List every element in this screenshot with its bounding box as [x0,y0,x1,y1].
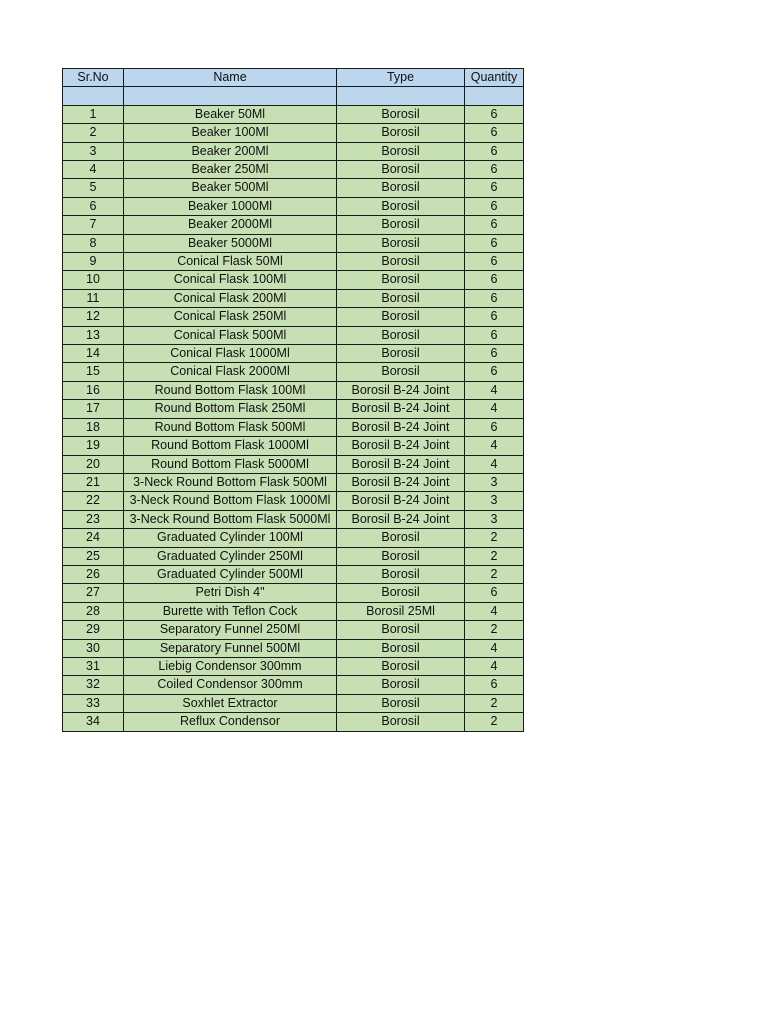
cell-quantity[interactable]: 6 [465,345,524,363]
cell-quantity[interactable]: 4 [465,381,524,399]
cell-type[interactable]: Borosil [337,326,465,344]
cell-type[interactable]: Borosil B-24 Joint [337,418,465,436]
cell-srno[interactable]: 13 [63,326,124,344]
cell-srno[interactable]: 17 [63,400,124,418]
cell-srno[interactable]: 31 [63,657,124,675]
cell-quantity[interactable]: 6 [465,363,524,381]
cell-srno[interactable]: 15 [63,363,124,381]
cell-srno[interactable]: 2 [63,124,124,142]
cell-name[interactable]: Graduated Cylinder 250Ml [124,547,337,565]
table-row [63,418,524,436]
cell-quantity[interactable]: 2 [465,713,524,731]
cell-quantity[interactable]: 4 [465,602,524,620]
cell-srno[interactable]: 19 [63,437,124,455]
cell-srno[interactable]: 6 [63,197,124,215]
cell-type[interactable]: Borosil [337,529,465,547]
table-row [63,639,524,657]
cell-srno[interactable]: 16 [63,381,124,399]
cell-name[interactable]: Soxhlet Extractor [124,694,337,712]
cell-name[interactable]: Beaker 500Ml [124,179,337,197]
table-row [63,179,524,197]
table-row [63,308,524,326]
cell-type[interactable]: Borosil B-24 Joint [337,510,465,528]
table-row [63,363,524,381]
cell-type[interactable]: Borosil [337,676,465,694]
table-row [63,253,524,271]
cell-type[interactable]: Borosil [337,584,465,602]
cell-type[interactable]: Borosil [337,363,465,381]
table-body [63,105,524,731]
cell-name[interactable]: Reflux Condensor [124,713,337,731]
cell-name[interactable]: Beaker 50Ml [124,105,337,123]
cell-type[interactable]: Borosil 25Ml [337,602,465,620]
cell-srno[interactable]: 23 [63,510,124,528]
table-row [63,400,524,418]
cell-quantity[interactable]: 2 [465,565,524,583]
cell-quantity[interactable]: 6 [465,584,524,602]
cell-srno[interactable]: 4 [63,161,124,179]
cell-name[interactable]: Separatory Funnel 250Ml [124,621,337,639]
cell-name[interactable]: Conical Flask 250Ml [124,308,337,326]
cell-srno[interactable]: 3 [63,142,124,160]
cell-srno[interactable]: 32 [63,676,124,694]
cell-quantity[interactable]: 4 [465,657,524,675]
cell-srno[interactable]: 1 [63,105,124,123]
cell-quantity[interactable]: 4 [465,437,524,455]
cell-name[interactable]: Conical Flask 1000Ml [124,345,337,363]
cell-type[interactable]: Borosil [337,565,465,583]
cell-type[interactable]: Borosil [337,621,465,639]
cell-quantity[interactable]: 6 [465,216,524,234]
cell-quantity[interactable]: 2 [465,621,524,639]
cell-quantity[interactable]: 6 [465,124,524,142]
table-row [63,713,524,731]
blank-cell[interactable] [124,87,337,105]
cell-srno[interactable]: 8 [63,234,124,252]
cell-type[interactable]: Borosil [337,124,465,142]
cell-srno[interactable]: 14 [63,345,124,363]
cell-srno[interactable]: 12 [63,308,124,326]
table-row [63,565,524,583]
cell-srno[interactable]: 22 [63,492,124,510]
table-row [63,234,524,252]
cell-type[interactable]: Borosil B-24 Joint [337,437,465,455]
cell-type[interactable]: Borosil [337,105,465,123]
cell-quantity[interactable]: 6 [465,253,524,271]
cell-name[interactable]: Round Bottom Flask 250Ml [124,400,337,418]
cell-name[interactable]: Separatory Funnel 500Ml [124,639,337,657]
cell-name[interactable]: Burette with Teflon Cock [124,602,337,620]
cell-name[interactable]: Beaker 1000Ml [124,197,337,215]
cell-srno[interactable]: 30 [63,639,124,657]
cell-type[interactable]: Borosil [337,142,465,160]
cell-quantity[interactable]: 4 [465,455,524,473]
blank-cell[interactable] [63,87,124,105]
cell-name[interactable]: Beaker 2000Ml [124,216,337,234]
cell-name[interactable]: 3-Neck Round Bottom Flask 500Ml [124,473,337,491]
cell-type[interactable]: Borosil B-24 Joint [337,455,465,473]
cell-name[interactable]: 3-Neck Round Bottom Flask 1000Ml [124,492,337,510]
cell-type[interactable]: Borosil [337,271,465,289]
column-header-name[interactable]: Name [124,69,337,87]
cell-name[interactable]: Conical Flask 200Ml [124,289,337,307]
cell-name[interactable]: Petri Dish 4" [124,584,337,602]
cell-srno[interactable]: 24 [63,529,124,547]
cell-type[interactable]: Borosil B-24 Joint [337,400,465,418]
cell-quantity[interactable]: 2 [465,529,524,547]
cell-type[interactable]: Borosil [337,216,465,234]
cell-quantity[interactable]: 3 [465,473,524,491]
blank-cell[interactable] [337,87,465,105]
cell-srno[interactable]: 9 [63,253,124,271]
cell-quantity[interactable]: 6 [465,179,524,197]
cell-quantity[interactable]: 2 [465,547,524,565]
table-row [63,529,524,547]
cell-name[interactable]: Beaker 200Ml [124,142,337,160]
table-row [63,381,524,399]
cell-quantity[interactable]: 6 [465,289,524,307]
table-row [63,124,524,142]
column-header-type[interactable]: Type [337,69,465,87]
cell-quantity[interactable]: 6 [465,161,524,179]
table-row [63,105,524,123]
cell-name[interactable]: Beaker 5000Ml [124,234,337,252]
cell-srno[interactable]: 20 [63,455,124,473]
cell-type[interactable]: Borosil B-24 Joint [337,492,465,510]
cell-quantity[interactable]: 6 [465,105,524,123]
cell-srno[interactable]: 18 [63,418,124,436]
column-header-srno[interactable]: Sr.No [63,69,124,87]
cell-type[interactable]: Borosil B-24 Joint [337,381,465,399]
cell-name[interactable]: Conical Flask 100Ml [124,271,337,289]
cell-name[interactable]: Round Bottom Flask 1000Ml [124,437,337,455]
table-header [63,69,524,106]
cell-type[interactable]: Borosil [337,289,465,307]
cell-type[interactable]: Borosil [337,179,465,197]
cell-quantity[interactable]: 6 [465,308,524,326]
table-row [63,602,524,620]
table-row [63,510,524,528]
table-row [63,473,524,491]
cell-quantity[interactable]: 6 [465,326,524,344]
glassware-inventory-table [62,68,524,732]
cell-srno[interactable]: 5 [63,179,124,197]
cell-quantity[interactable]: 6 [465,142,524,160]
cell-type[interactable]: Borosil [337,253,465,271]
cell-type[interactable]: Borosil [337,345,465,363]
table-row [63,142,524,160]
table-row [63,161,524,179]
cell-name[interactable]: Graduated Cylinder 500Ml [124,565,337,583]
table-row [63,345,524,363]
cell-type[interactable]: Borosil [337,161,465,179]
cell-quantity[interactable]: 3 [465,510,524,528]
cell-quantity[interactable]: 3 [465,492,524,510]
cell-name[interactable]: Liebig Condensor 300mm [124,657,337,675]
cell-type[interactable]: Borosil [337,234,465,252]
table-row [63,326,524,344]
cell-srno[interactable]: 26 [63,565,124,583]
cell-name[interactable]: Beaker 100Ml [124,124,337,142]
table-row [63,547,524,565]
cell-srno[interactable]: 27 [63,584,124,602]
cell-type[interactable]: Borosil [337,547,465,565]
cell-name[interactable]: Round Bottom Flask 500Ml [124,418,337,436]
blank-header-row [63,87,524,105]
cell-name[interactable]: Coiled Condensor 300mm [124,676,337,694]
cell-name[interactable]: Conical Flask 500Ml [124,326,337,344]
cell-srno[interactable]: 33 [63,694,124,712]
table-row [63,216,524,234]
table-row [63,271,524,289]
cell-name[interactable]: Beaker 250Ml [124,161,337,179]
cell-name[interactable]: 3-Neck Round Bottom Flask 5000Ml [124,510,337,528]
cell-name[interactable]: Graduated Cylinder 100Ml [124,529,337,547]
table-row [63,584,524,602]
cell-quantity[interactable]: 2 [465,694,524,712]
header-row [63,69,524,87]
cell-srno[interactable]: 21 [63,473,124,491]
cell-srno[interactable]: 7 [63,216,124,234]
cell-quantity[interactable]: 6 [465,676,524,694]
cell-name[interactable]: Round Bottom Flask 5000Ml [124,455,337,473]
cell-type[interactable]: Borosil B-24 Joint [337,473,465,491]
cell-type[interactable]: Borosil [337,657,465,675]
cell-name[interactable]: Round Bottom Flask 100Ml [124,381,337,399]
cell-srno[interactable]: 28 [63,602,124,620]
cell-type[interactable]: Borosil [337,639,465,657]
column-header-quantity[interactable]: Quantity [465,69,524,87]
cell-quantity[interactable]: 6 [465,234,524,252]
table-row [63,289,524,307]
cell-quantity[interactable]: 6 [465,271,524,289]
cell-type[interactable]: Borosil [337,694,465,712]
table-row [63,676,524,694]
cell-srno[interactable]: 29 [63,621,124,639]
table-row [63,455,524,473]
cell-quantity[interactable]: 6 [465,197,524,215]
cell-quantity[interactable]: 4 [465,639,524,657]
table-row [63,437,524,455]
cell-srno[interactable]: 25 [63,547,124,565]
cell-name[interactable]: Conical Flask 2000Ml [124,363,337,381]
cell-type[interactable]: Borosil [337,308,465,326]
table-row [63,657,524,675]
cell-srno[interactable]: 10 [63,271,124,289]
table-row [63,621,524,639]
blank-cell[interactable] [465,87,524,105]
cell-srno[interactable]: 11 [63,289,124,307]
cell-quantity[interactable]: 6 [465,418,524,436]
table-row [63,694,524,712]
table-row [63,492,524,510]
cell-type[interactable]: Borosil [337,197,465,215]
cell-name[interactable]: Conical Flask 50Ml [124,253,337,271]
cell-srno[interactable]: 34 [63,713,124,731]
table-row [63,197,524,215]
cell-quantity[interactable]: 4 [465,400,524,418]
cell-type[interactable]: Borosil [337,713,465,731]
